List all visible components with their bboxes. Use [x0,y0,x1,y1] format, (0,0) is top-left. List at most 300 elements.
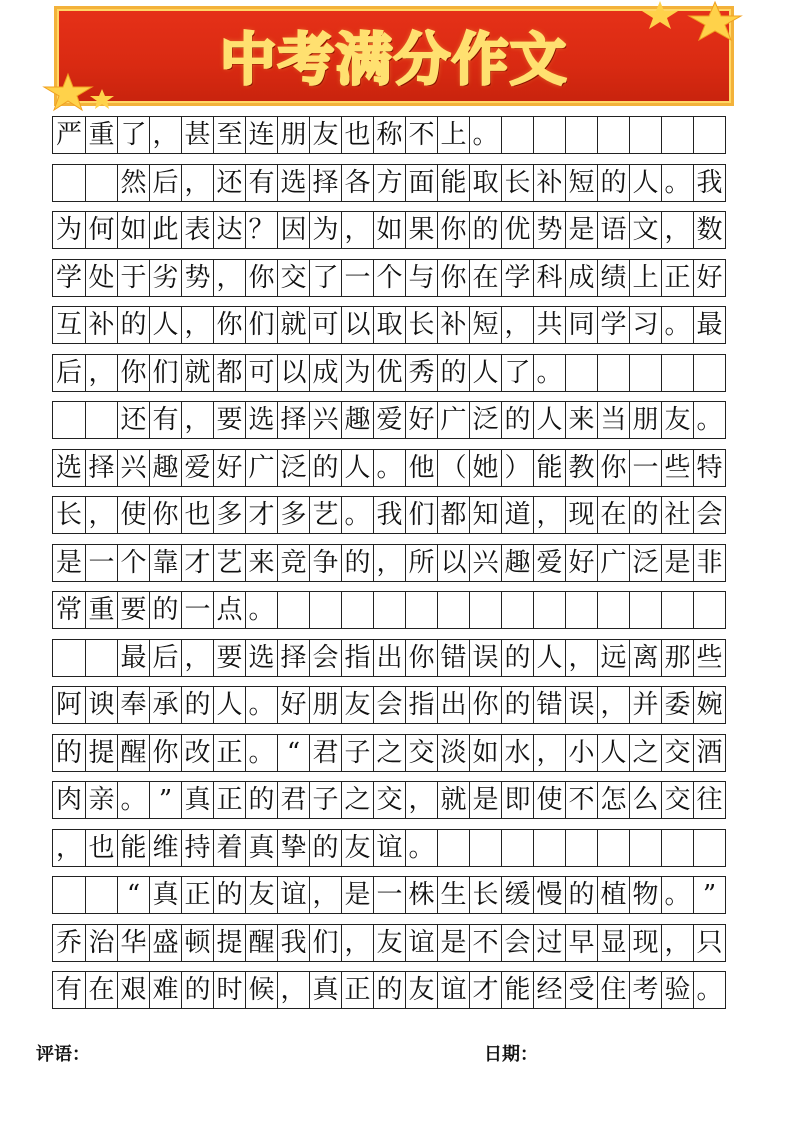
grid-cell: ， [85,355,117,391]
grid-cell [629,830,661,866]
grid-cell: 艺 [213,545,245,581]
grid-cell: 各 [341,165,373,201]
grid-cell: 优 [373,355,405,391]
grid-cell: 们 [149,355,181,391]
grid-row [52,971,726,1009]
grid-cell: 过 [533,925,565,961]
grid-cell [693,830,725,866]
grid-cell: 正 [341,972,373,1008]
grid-cell: ？ [245,212,277,248]
grid-cell: 秀 [405,355,437,391]
grid-cell: 。 [245,735,277,771]
grid-cell: 离 [629,640,661,676]
grid-cell: ， [597,687,629,723]
grid-cell: 的 [341,545,373,581]
grid-cell: 出 [437,687,469,723]
grid-cell: 靠 [149,545,181,581]
grid-cell [469,830,501,866]
grid-cell: 以 [437,545,469,581]
grid-cell: 能 [117,830,149,866]
grid-cell: 同 [565,307,597,343]
grid-cell [405,592,437,628]
grid-cell: 取 [469,165,501,201]
grid-cell [693,355,725,391]
grid-cell [533,117,565,153]
grid-cell: 兴 [469,545,501,581]
grid-cell: 最 [117,640,149,676]
grid-cell: 朋 [309,687,341,723]
grid-cell: 早 [565,925,597,961]
grid-cell: 劣 [149,260,181,296]
grid-cell: ， [661,212,693,248]
grid-cell: 不 [405,117,437,153]
grid-cell: 乔 [55,927,82,958]
grid-cell: ， [149,117,181,153]
grid-cell: 都 [437,497,469,533]
comment-label: 评语： [36,1044,90,1065]
grid-cell: 有 [245,165,277,201]
grid-cell: 爱 [373,402,405,438]
grid-cell: 数 [693,212,725,248]
grid-cell: 也 [341,117,373,153]
grid-cell: 。 [693,402,725,438]
grid-cell: 指 [341,640,373,676]
grid-cell: 也 [85,830,117,866]
grid-cell: 的 [373,972,405,1008]
grid-cell: 顿 [181,925,213,961]
grid-row [52,876,726,914]
grid-cell: 的 [213,877,245,913]
grid-cell: 于 [117,260,149,296]
grid-cell: 至 [213,117,245,153]
grid-cell: 都 [213,355,245,391]
grid-cell: ， [55,832,82,863]
grid-cell: 人 [533,640,565,676]
grid-cell: 多 [213,497,245,533]
grid-cell: 君 [277,782,309,818]
grid-cell [597,355,629,391]
grid-cell: 文 [629,212,661,248]
grid-cell: 就 [181,355,213,391]
grid-cell: 我 [277,925,309,961]
grid-cell: 补 [85,307,117,343]
grid-row [52,924,726,962]
grid-cell: 婉 [693,687,725,723]
title-banner [54,6,734,106]
grid-cell: 成 [309,355,341,391]
grid-cell: 谊 [437,972,469,1008]
grid-row [52,259,726,297]
grid-cell: 教 [565,450,597,486]
grid-cell: 友 [405,972,437,1008]
grid-cell: 么 [629,782,661,818]
grid-cell: 的 [149,592,181,628]
grid-cell: 出 [373,640,405,676]
grid-cell: 一 [629,450,661,486]
grid-cell: 如 [117,212,149,248]
grid-cell: 上 [629,260,661,296]
grid-cell: 治 [85,925,117,961]
star-icon [686,0,744,42]
grid-row [52,496,726,534]
grid-cell [533,592,565,628]
grid-cell: 面 [405,165,437,201]
grid-cell: 爱 [181,450,213,486]
grid-cell: 广 [245,450,277,486]
grid-cell: ， [373,545,405,581]
grid-cell: 最 [693,307,725,343]
grid-cell [501,592,533,628]
grid-cell: 择 [277,402,309,438]
grid-cell: 了 [309,260,341,296]
grid-cell: 。 [469,117,501,153]
grid-cell: 。 [533,355,565,391]
grid-cell: 争 [309,545,341,581]
grid-cell: 生 [437,877,469,913]
grid-cell: 交 [277,260,309,296]
grid-cell: 是 [437,925,469,961]
grid-cell: 正 [213,735,245,771]
grid-cell: 的 [181,687,213,723]
grid-cell: 提 [213,925,245,961]
grid-cell: 取 [373,307,405,343]
grid-cell: 广 [437,402,469,438]
grid-row [52,449,726,487]
grid-cell: 有 [55,975,82,1005]
grid-cell: 学 [597,307,629,343]
grid-cell [597,117,629,153]
grid-cell: 你 [117,355,149,391]
grid-cell [629,117,661,153]
grid-cell: 不 [565,782,597,818]
grid-cell: 来 [565,402,597,438]
grid-row [52,306,726,344]
grid-cell: 学 [55,262,82,293]
grid-cell: 缓 [501,877,533,913]
grid-cell [437,592,469,628]
grid-cell: 的 [469,212,501,248]
grid-cell: 艺 [309,497,341,533]
grid-cell: 势 [533,212,565,248]
grid-row [52,591,726,629]
grid-cell: 选 [277,165,309,201]
grid-cell: 挚 [277,830,309,866]
grid-cell: 。 [245,687,277,723]
grid-cell: 现 [565,497,597,533]
page-title: 中考满分作文 [220,28,568,93]
grid-cell: ， [213,260,245,296]
grid-cell: 甚 [181,117,213,153]
grid-cell: 时 [213,972,245,1008]
grid-cell: 竞 [277,545,309,581]
grid-cell: 们 [309,925,341,961]
grid-cell: 住 [597,972,629,1008]
grid-cell: 之 [629,735,661,771]
grid-cell: 与 [405,260,437,296]
grid-cell: 就 [437,782,469,818]
grid-row [52,116,726,154]
grid-cell: 会 [501,925,533,961]
grid-cell: 当 [597,402,629,438]
grid-cell: 个 [373,260,405,296]
grid-cell: 广 [597,545,629,581]
grid-cell: 此 [149,212,181,248]
grid-cell: 慢 [533,877,565,913]
grid-cell [85,165,117,201]
grid-cell: 趣 [341,402,373,438]
grid-cell: 选 [55,452,82,483]
grid-cell: 子 [341,735,373,771]
grid-cell: 你 [437,260,469,296]
grid-cell: 重 [85,117,117,153]
grid-cell: 可 [309,307,341,343]
grid-cell: 经 [533,972,565,1008]
grid-cell: 是 [565,212,597,248]
grid-cell [661,355,693,391]
grid-cell: 爱 [533,545,565,581]
grid-cell: 为 [341,355,373,391]
grid-cell [693,117,725,153]
grid-cell: 显 [597,925,629,961]
grid-cell: 长 [55,500,82,530]
grid-cell: ， [85,497,117,533]
grid-cell: ， [181,640,213,676]
grid-cell: 因 [277,212,309,248]
grid-row [52,544,726,582]
grid-cell: ， [405,782,437,818]
grid-cell: 即 [501,782,533,818]
grid-cell: 处 [85,260,117,296]
grid-cell [373,592,405,628]
grid-cell: 友 [341,687,373,723]
grid-cell: 会 [309,640,341,676]
grid-cell: 重 [85,592,117,628]
grid-cell [469,592,501,628]
grid-cell [53,165,85,201]
grid-cell [53,402,85,438]
grid-cell: 并 [629,687,661,723]
grid-cell: 特 [693,450,725,486]
grid-cell: 那 [661,640,693,676]
grid-cell: 的 [117,307,149,343]
grid-cell: 是 [661,545,693,581]
grid-cell: 成 [565,260,597,296]
grid-cell: 还 [213,165,245,201]
grid-cell: 短 [469,307,501,343]
grid-cell: 我 [373,497,405,533]
grid-cell: 后 [149,165,181,201]
grid-cell: 现 [629,925,661,961]
grid-cell: 。 [661,165,693,201]
grid-cell: 是 [55,547,82,578]
grid-cell: 人 [213,687,245,723]
grid-cell: 我 [693,165,725,201]
grid-cell: 择 [277,640,309,676]
grid-cell: 能 [533,450,565,486]
grid-cell: 了 [501,355,533,391]
grid-cell: 友 [245,877,277,913]
star-icon [640,0,680,30]
grid-cell: 维 [149,830,181,866]
grid-cell: ， [309,877,341,913]
grid-cell: 的 [501,640,533,676]
grid-cell: 指 [405,687,437,723]
grid-cell: ， [533,735,565,771]
grid-cell: 非 [693,545,725,581]
grid-cell: 你 [149,735,181,771]
grid-cell: 候 [245,972,277,1008]
grid-cell: 承 [149,687,181,723]
grid-cell: 点 [213,592,245,628]
grid-cell [629,355,661,391]
grid-cell: 称 [373,117,405,153]
grid-cell: 短 [565,165,597,201]
grid-cell: 错 [533,687,565,723]
grid-cell: 些 [661,450,693,486]
grid-cell: 错 [437,640,469,676]
grid-cell: 只 [693,925,725,961]
grid-cell [501,117,533,153]
grid-cell: 多 [277,497,309,533]
grid-cell: 势 [181,260,213,296]
grid-cell: ） [501,450,533,486]
grid-cell: 科 [533,260,565,296]
grid-cell [309,592,341,628]
grid-cell: ， [661,925,693,961]
grid-cell: 不 [469,925,501,961]
grid-cell: 兴 [117,450,149,486]
grid-cell: 持 [181,830,213,866]
grid-cell: 才 [469,972,501,1008]
grid-cell: 阿 [55,690,82,720]
grid-cell: 一 [341,260,373,296]
grid-cell: 有 [149,402,181,438]
grid-cell: 的 [501,687,533,723]
grid-cell: 人 [341,450,373,486]
grid-cell [565,355,597,391]
grid-cell: 是 [469,782,501,818]
grid-row [52,164,726,202]
grid-cell: 正 [661,260,693,296]
grid-cell: 肉 [55,785,82,815]
grid-cell: 。 [341,497,373,533]
grid-cell: 可 [245,355,277,391]
grid-cell: 委 [661,687,693,723]
grid-cell [85,402,117,438]
grid-cell: 谊 [373,830,405,866]
grid-cell: 友 [661,402,693,438]
grid-cell: 以 [277,355,309,391]
grid-cell: 择 [85,450,117,486]
grid-cell: 真 [245,830,277,866]
grid-cell: 好 [405,402,437,438]
grid-cell: 友 [341,830,373,866]
grid-cell: 泛 [469,402,501,438]
grid-cell: 选 [245,640,277,676]
grid-cell [53,640,85,676]
grid-cell: 兴 [309,402,341,438]
grid-cell: 如 [469,735,501,771]
grid-cell: 。 [373,450,405,486]
grid-cell: 绩 [597,260,629,296]
grid-cell: 知 [469,497,501,533]
grid-cell: 的 [629,497,661,533]
grid-cell [501,830,533,866]
grid-cell: ” [693,877,725,913]
grid-cell: 趣 [149,450,181,486]
grid-cell [693,592,725,628]
grid-cell: 一 [181,592,213,628]
grid-row [52,734,726,772]
grid-cell: 后 [149,640,181,676]
grid-cell: 友 [373,925,405,961]
grid-cell: 的 [597,165,629,201]
grid-cell: 怎 [597,782,629,818]
grid-cell: 好 [693,260,725,296]
grid-cell: 为 [309,212,341,248]
grid-cell: 表 [181,212,213,248]
grid-cell: 谀 [85,687,117,723]
grid-cell: 交 [405,735,437,771]
grid-cell: 你 [149,497,181,533]
grid-cell: 们 [405,497,437,533]
grid-cell: ， [181,165,213,201]
grid-cell: 好 [565,545,597,581]
grid-row [52,354,726,392]
grid-cell: 如 [373,212,405,248]
grid-cell: 真 [181,782,213,818]
grid-cell: 的 [501,402,533,438]
grid-cell: 补 [437,307,469,343]
grid-cell [341,592,373,628]
grid-cell: 误 [469,640,501,676]
grid-cell: ” [149,782,181,818]
grid-cell: 使 [533,782,565,818]
grid-cell [85,640,117,676]
grid-cell: 正 [213,782,245,818]
grid-cell: 的 [309,830,341,866]
grid-cell: 人 [597,735,629,771]
grid-row [52,829,726,867]
grid-cell: 亲 [85,782,117,818]
grid-cell: 朋 [629,402,661,438]
grid-cell: 误 [565,687,597,723]
grid-cell: 你 [213,307,245,343]
grid-cell [565,117,597,153]
grid-cell: 的 [55,737,82,768]
grid-cell: （ [437,450,469,486]
grid-cell: 还 [117,402,149,438]
grid-cell: 。 [661,307,693,343]
grid-cell: 交 [373,782,405,818]
grid-cell: 真 [149,877,181,913]
grid-cell: 会 [693,497,725,533]
grid-cell [533,830,565,866]
grid-cell: 在 [597,497,629,533]
grid-cell: 人 [629,165,661,201]
grid-cell: 你 [245,260,277,296]
grid-cell: 能 [501,972,533,1008]
grid-cell: ， [341,212,373,248]
grid-cell: 选 [245,402,277,438]
grid-cell: 醒 [117,735,149,771]
grid-cell: 要 [213,640,245,676]
grid-cell [661,830,693,866]
grid-cell: 的 [437,355,469,391]
grid-cell: 着 [213,830,245,866]
grid-cell: 的 [309,450,341,486]
grid-cell: 了 [117,117,149,153]
